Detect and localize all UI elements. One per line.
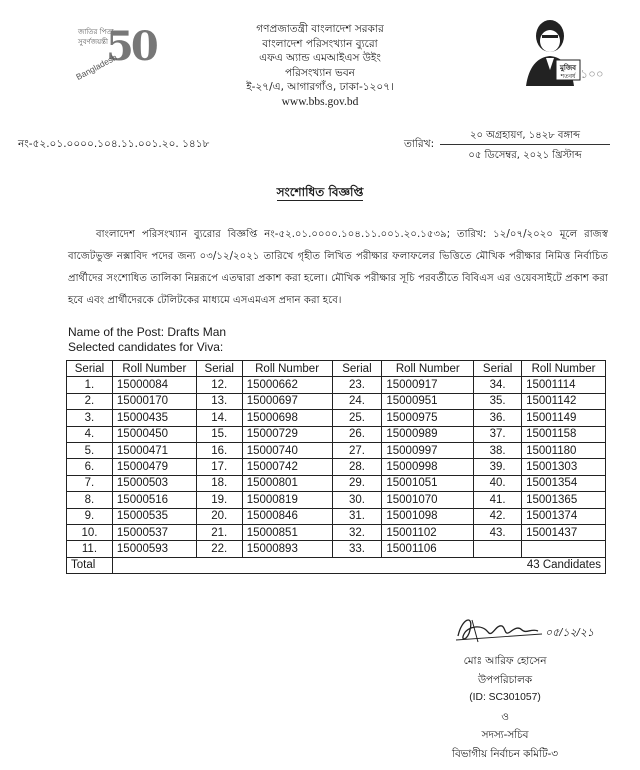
roll-number-cell: 15001437 <box>522 524 606 540</box>
roll-number-cell: 15001303 <box>522 459 606 475</box>
serial-cell: 14. <box>196 410 242 426</box>
serial-cell: 21. <box>196 524 242 540</box>
serial-cell: 15. <box>196 426 242 442</box>
serial-cell: 22. <box>196 541 242 557</box>
serial-cell: 43. <box>474 524 522 540</box>
table-row <box>67 410 606 426</box>
signatory-committee: বিভাগীয় নির্বাচন কমিটি-৩ <box>452 747 558 760</box>
roll-number-cell: 15000819 <box>242 492 332 508</box>
serial-cell <box>474 541 522 557</box>
serial-cell: 11. <box>67 541 113 557</box>
column-header: Roll Number <box>522 361 606 377</box>
serial-cell: 7. <box>67 475 113 491</box>
roll-number-cell: 15000593 <box>112 541 196 557</box>
column-header: Roll Number <box>382 361 474 377</box>
table-row <box>67 524 606 540</box>
serial-cell: 31. <box>332 508 382 524</box>
serial-cell: 2. <box>67 393 113 409</box>
table-row <box>67 475 606 491</box>
serial-cell: 20. <box>196 508 242 524</box>
table-row <box>67 393 606 409</box>
roll-number-cell: 15000535 <box>112 508 196 524</box>
roll-number-cell: 15001374 <box>522 508 606 524</box>
roll-number-cell: 15000997 <box>382 442 474 458</box>
post-name: Name of the Post: Drafts Man <box>68 325 227 339</box>
signatory-designation: উপপরিচালক <box>477 673 533 686</box>
serial-cell: 12. <box>196 377 242 393</box>
roll-number-cell: 15000801 <box>242 475 332 491</box>
serial-cell: 16. <box>196 442 242 458</box>
column-header: Roll Number <box>242 361 332 377</box>
roll-number-cell: 15000662 <box>242 377 332 393</box>
table-row <box>67 459 606 475</box>
serial-cell: 5. <box>67 442 113 458</box>
serial-cell: 3. <box>67 410 113 426</box>
table-row <box>67 426 606 442</box>
roll-number-cell: 15001142 <box>522 393 606 409</box>
column-header: Roll Number <box>112 361 196 377</box>
total-row <box>67 557 606 573</box>
roll-number-cell: 15001051 <box>382 475 474 491</box>
logo-country: Bangladesh <box>74 52 119 82</box>
notice-title-text: সংশোধিত বিজ্ঞপ্তি <box>276 185 364 199</box>
svg-text:১০০: ১০০ <box>580 67 604 81</box>
serial-cell: 26. <box>332 426 382 442</box>
serial-cell: 32. <box>332 524 382 540</box>
serial-cell: 30. <box>332 492 382 508</box>
signatory-name: মোঃ আরিফ হোসেন <box>463 655 547 667</box>
roll-number-cell: 15001114 <box>522 377 606 393</box>
total-label: Total <box>67 557 113 573</box>
roll-number-cell: 15000084 <box>112 377 196 393</box>
roll-number-cell: 15001180 <box>522 442 606 458</box>
serial-cell: 19. <box>196 492 242 508</box>
date-english: ০৫ ডিসেম্বর, ২০২১ খ্রিস্টাব্দ <box>468 150 582 161</box>
serial-cell: 24. <box>332 393 382 409</box>
serial-cell: 41. <box>474 492 522 508</box>
header-address: ই-২৭/এ, আগারগাঁও, ঢাকা-১২০৭। <box>246 81 394 94</box>
table-header-row <box>67 361 606 377</box>
roll-number-cell: 15000170 <box>112 393 196 409</box>
serial-cell: 1. <box>67 377 113 393</box>
table-row <box>67 442 606 458</box>
roll-number-cell: 15000975 <box>382 410 474 426</box>
roll-number-cell: 15000729 <box>242 426 332 442</box>
selected-heading: Selected candidates for Viva: <box>68 340 224 354</box>
roll-number-cell: 15001102 <box>382 524 474 540</box>
candidates-table <box>66 360 606 574</box>
roll-number-cell: 15000479 <box>112 459 196 475</box>
reference-number: নং-৫২.০১.০০০০.১০৪.১১.০০১.২০. ১৪১৮ <box>18 138 210 150</box>
notice-paragraph: বাংলাদেশ পরিসংখ্যান ব্যুরোর বিজ্ঞপ্তি নং-৫২.০১.০০০০.১০৪.১১.০০১.২০.১৫৩৯; তারিখ: ১২/০৭/২০২০ মূলে রাজস্ব বাজেটভুক্ত নক্সাবিদ পদের জন্য ০৩/১২/২০২১ তারিখে গৃহীত লিখিত পরীক্ষার ফলাফলের ভিত্তিতে মৌখিক পরীক্ষার নিমিত্ত নির্বাচিত প্রার্থীদের সংশোধিত তালিকা নিম্নরূপে এতদ্বারা প্রকাশ করা হলো। মৌখিক পরীক্ষার সূচি পরবর্তীতে বিবিএস এর ওয়েবসাইটে প্রকাশ করা হবে এবং প্রার্থীদেরকে টেলিটকের মাধ্যমে এসএমএস প্রদান করা হবে। <box>68 229 608 306</box>
roll-number-cell: 15000742 <box>242 459 332 475</box>
office-header <box>0 22 640 110</box>
serial-cell: 13. <box>196 393 242 409</box>
date-bangla: ২০ অগ্রহায়ণ, ১৪২৮ বঙ্গাব্দ <box>469 130 581 141</box>
serial-cell: 36. <box>474 410 522 426</box>
table-row <box>67 508 606 524</box>
serial-cell: 9. <box>67 508 113 524</box>
table-row <box>67 541 606 557</box>
serial-cell: 40. <box>474 475 522 491</box>
serial-cell: 23. <box>332 377 382 393</box>
date-divider <box>440 144 610 145</box>
column-header: Serial <box>67 361 113 377</box>
serial-cell: 18. <box>196 475 242 491</box>
serial-cell: 6. <box>67 459 113 475</box>
signatory-role: সদস্য-সচিব <box>481 729 529 742</box>
roll-number-cell: 15000471 <box>112 442 196 458</box>
roll-number-cell: 15000893 <box>242 541 332 557</box>
header-website: www.bbs.gov.bd <box>281 95 359 108</box>
roll-number-cell: 15001149 <box>522 410 606 426</box>
header-wing: এফএ অ্যান্ড এমআইএস উইং <box>259 52 381 65</box>
roll-number-cell: 15001365 <box>522 492 606 508</box>
roll-number-cell: 15001098 <box>382 508 474 524</box>
serial-cell: 33. <box>332 541 382 557</box>
signatory-block <box>400 652 610 764</box>
roll-number-cell <box>522 541 606 557</box>
serial-cell: 39. <box>474 459 522 475</box>
roll-number-cell: 15000697 <box>242 393 332 409</box>
column-header: Serial <box>196 361 242 377</box>
serial-cell: 38. <box>474 442 522 458</box>
column-header: Serial <box>474 361 522 377</box>
serial-cell: 34. <box>474 377 522 393</box>
svg-text:শতবর্ষ: শতবর্ষ <box>560 73 576 80</box>
header-bureau: বাংলাদেশ পরিসংখ্যান ব্যুরো <box>262 37 378 50</box>
roll-number-cell: 15000989 <box>382 426 474 442</box>
total-value: 43 Candidates <box>112 557 605 573</box>
signatory-id: (ID: SC301057) <box>469 692 541 704</box>
roll-number-cell: 15000998 <box>382 459 474 475</box>
serial-cell: 8. <box>67 492 113 508</box>
logo-small-text-2: সুবর্ণজয়ন্তী <box>78 38 108 46</box>
signature-date: ০৫/১২/২১ <box>545 627 594 639</box>
roll-number-cell: 15001354 <box>522 475 606 491</box>
serial-cell: 42. <box>474 508 522 524</box>
date-block <box>440 128 610 165</box>
roll-number-cell: 15000740 <box>242 442 332 458</box>
serial-cell: 17. <box>196 459 242 475</box>
roll-number-cell: 15000698 <box>242 410 332 426</box>
roll-number-cell: 15000537 <box>112 524 196 540</box>
logo-small-text-1: জাতির পিতা <box>78 28 114 36</box>
roll-number-cell: 15001158 <box>522 426 606 442</box>
roll-number-cell: 15000846 <box>242 508 332 524</box>
serial-cell: 10. <box>67 524 113 540</box>
svg-text:মুজিব: মুজিব <box>559 64 577 72</box>
notice-title <box>0 184 640 204</box>
header-building: পরিসংখ্যান ভবন <box>285 66 355 79</box>
roll-number-cell: 15001106 <box>382 541 474 557</box>
roll-number-cell: 15000516 <box>112 492 196 508</box>
roll-number-cell: 15000503 <box>112 475 196 491</box>
serial-cell: 25. <box>332 410 382 426</box>
roll-number-cell: 15000435 <box>112 410 196 426</box>
roll-number-cell: 15001070 <box>382 492 474 508</box>
serial-cell: 29. <box>332 475 382 491</box>
serial-cell: 4. <box>67 426 113 442</box>
roll-number-cell: 15000450 <box>112 426 196 442</box>
notice-body <box>68 224 608 312</box>
serial-cell: 27. <box>332 442 382 458</box>
serial-cell: 28. <box>332 459 382 475</box>
column-header: Serial <box>332 361 382 377</box>
header-government: গণপ্রজাতন্ত্রী বাংলাদেশ সরকার <box>256 23 384 35</box>
roll-number-cell: 15000917 <box>382 377 474 393</box>
date-label: তারিখ: <box>404 138 435 150</box>
signatory-conjunction: ও <box>501 710 509 723</box>
table-row <box>67 492 606 508</box>
roll-number-cell: 15000951 <box>382 393 474 409</box>
serial-cell: 35. <box>474 393 522 409</box>
logo-number: 50 <box>106 23 156 70</box>
table-row <box>67 377 606 393</box>
roll-number-cell: 15000851 <box>242 524 332 540</box>
serial-cell: 37. <box>474 426 522 442</box>
